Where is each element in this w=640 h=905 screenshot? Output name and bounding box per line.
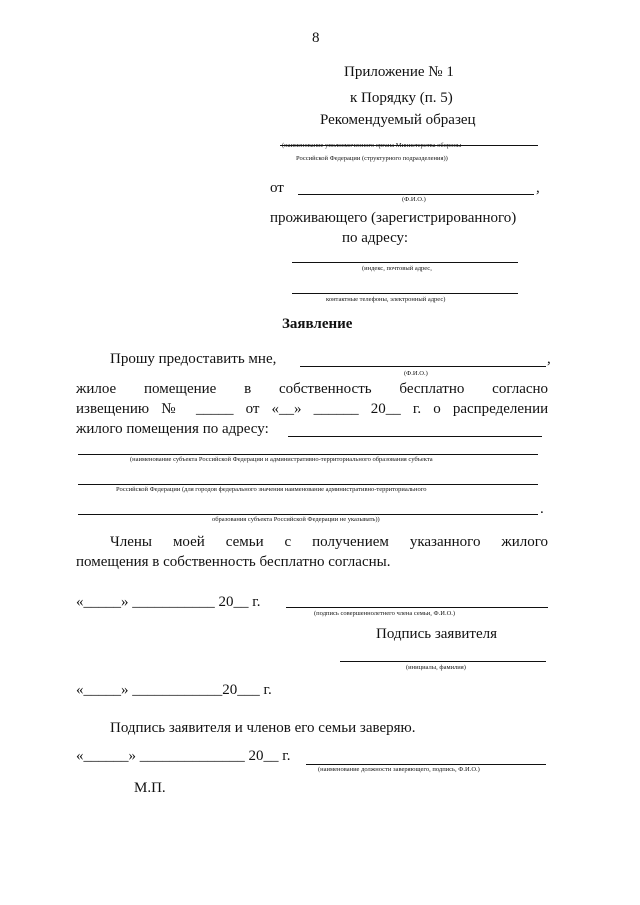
applicant-signature-label: Подпись заявителя: [376, 626, 498, 642]
residing-label: проживающего (зарегистрированного): [270, 210, 517, 226]
body-address-line: [288, 436, 542, 437]
stamp-place: М.П.: [134, 780, 166, 796]
address-caption: (индекс, почтовый адрес,: [362, 265, 432, 272]
subject-line-1: [78, 454, 538, 455]
applicant-date: «_____» ____________20___ г.: [76, 682, 272, 698]
certification-text: Подпись заявителя и членов его семьи заверяю.: [110, 720, 416, 736]
family-line-2: помещения в собственность бесплатно согласны.: [76, 554, 391, 570]
family-signature-caption: (подпись совершеннолетнего члена семьи, Ф.И.О.): [314, 610, 456, 617]
applicant-signature-line: [340, 661, 546, 662]
document-title: Заявление: [282, 316, 353, 332]
subject-caption-3: образования субъекта Российской Федерации не указывать)): [212, 516, 380, 523]
authority-caption-2: Российской Федерации (структурного подразделения)): [296, 155, 448, 162]
subject-caption-2: Российской Федерации (для городов федерального значения наименование административно-территориального: [116, 486, 427, 493]
request-comma: ,: [547, 351, 551, 367]
subject-line-3: [78, 514, 538, 515]
certification-date: «______» ______________ 20__ г.: [76, 748, 291, 764]
from-comma: ,: [536, 180, 540, 196]
request-fio-line: [300, 366, 546, 367]
request-text: Прошу предоставить мне,: [110, 351, 277, 367]
address-line: [292, 262, 518, 263]
family-line-1: Члены моей семьи с получением указанного жилого: [110, 534, 549, 550]
order-reference: к Порядку (п. 5): [350, 90, 453, 106]
request-fio-caption: (Ф.И.О.): [404, 370, 428, 377]
body-line-2: жилое помещение в собственность бесплатно согласно: [76, 381, 549, 397]
contacts-line: [292, 293, 518, 294]
from-fio-line: [298, 194, 534, 195]
subject-period: .: [540, 501, 544, 517]
address-label: по адресу:: [342, 230, 409, 246]
subject-caption-1: (наименование субъекта Российской Федерации и административно-территориального образования субъекта: [130, 456, 433, 463]
appendix-title: Приложение № 1: [344, 64, 454, 80]
family-signature-line: [286, 607, 548, 608]
contacts-caption: контактные телефоны, электронный адрес): [326, 296, 446, 303]
certifier-caption: (наименование должности заверяющего, подпись, Ф.И.О.): [318, 766, 480, 773]
page-number: 8: [312, 30, 320, 46]
body-line-4: жилого помещения по адресу:: [76, 421, 269, 437]
certifier-line: [306, 764, 546, 765]
body-line-3: извещению № _____ от «__» ______ 20__ г. о распределении: [76, 401, 549, 417]
subject-line-2: [78, 484, 538, 485]
sample-label: Рекомендуемый образец: [320, 112, 476, 128]
applicant-signature-caption: (инициалы, фамилия): [406, 664, 466, 671]
from-fio-caption: (Ф.И.О.): [402, 196, 426, 203]
from-label: от: [270, 180, 284, 196]
authority-caption-1: (наименование уполномоченного органа Министерства обороны: [282, 142, 462, 149]
family-date: «_____» ___________ 20__ г.: [76, 594, 261, 610]
